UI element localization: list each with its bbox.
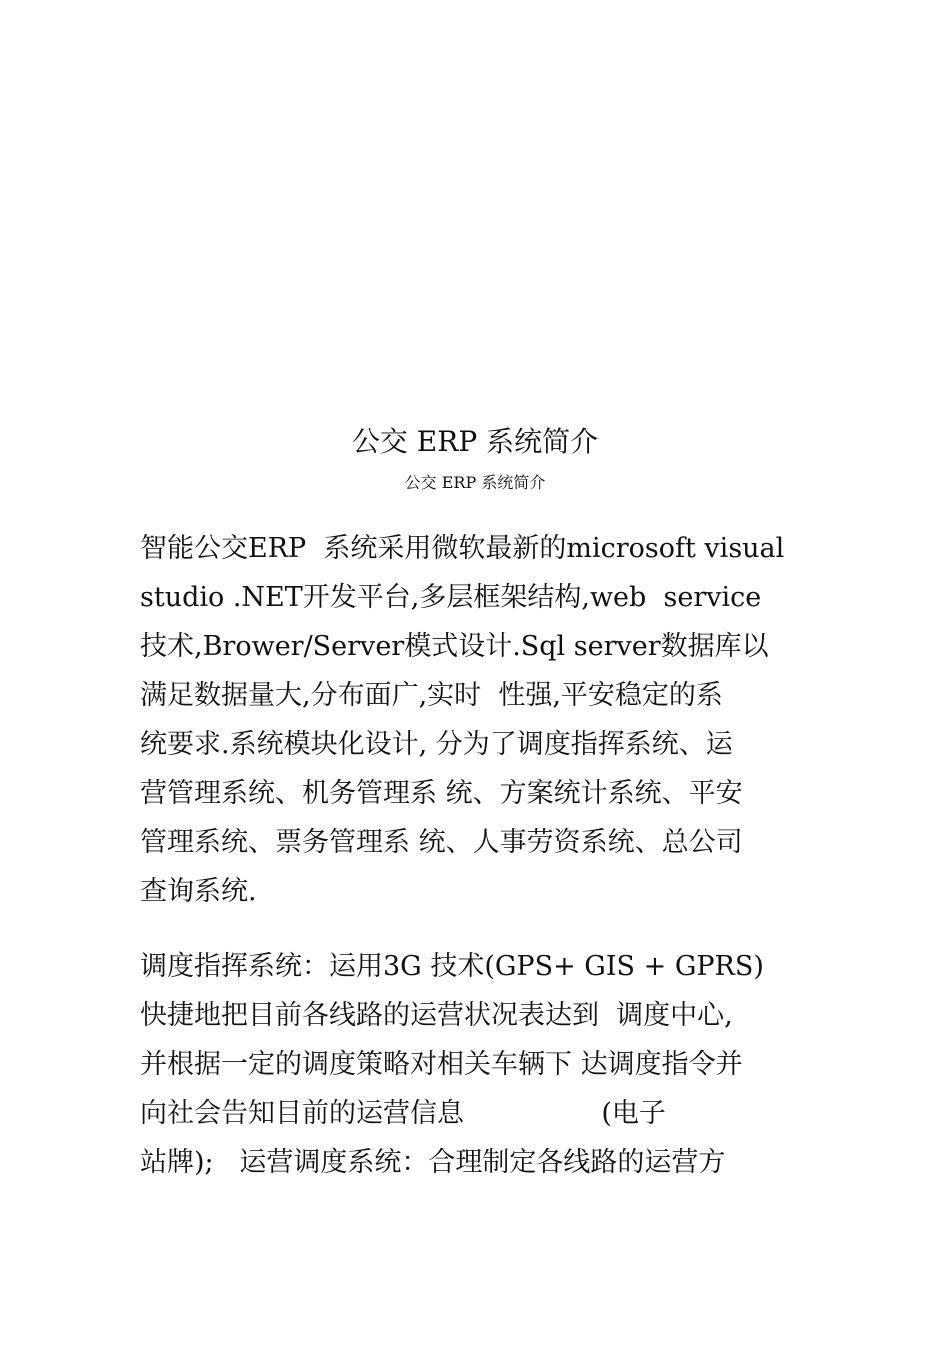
paragraph-line: 查询系统. bbox=[140, 876, 257, 907]
document-subtitle: 公交 ERP 系统简介 bbox=[404, 473, 546, 492]
paragraph-line: 快捷地把目前各线路的运营状况表达到 调度中心, bbox=[140, 1000, 733, 1031]
paragraph-line: 统要求.系统模块化设计, 分为了调度指挥系统、运 bbox=[140, 729, 733, 760]
paragraph-line: 站牌); 运营调度系统：合理制定各线路的运营方 bbox=[140, 1147, 726, 1178]
paragraph-line: 智能公交ERP 系统采用微软最新的microsoft visual bbox=[140, 533, 785, 564]
paragraph-line: 向社会告知目前的运营信息 (电子 bbox=[140, 1098, 666, 1129]
paragraph-line: 营管理系统、机务管理系 统、方案统计系统、平安 bbox=[140, 778, 743, 809]
paragraph-line: 并根据一定的调度策略对相关车辆下 达调度指令并 bbox=[140, 1049, 743, 1080]
paragraph-dispatch-system bbox=[140, 942, 860, 1187]
paragraph-line: 技术,Brower/Server模式设计.Sql server数据库以 bbox=[140, 631, 769, 662]
paragraph-line: 满足数据量大,分布面广,实时 性强,平安稳定的系 bbox=[140, 680, 723, 711]
document-title: 公交 ERP 系统简介 bbox=[351, 425, 599, 458]
paragraph-intro bbox=[140, 524, 860, 916]
paragraph-line: 管理系统、票务管理系 统、人事劳资系统、总公司 bbox=[140, 827, 743, 858]
paragraph-line: 调度指挥系统：运用3G 技术(GPS+ GIS + GPRS) bbox=[140, 951, 764, 982]
paragraph-line: studio .NET开发平台,多层框架结构,web service bbox=[140, 582, 762, 613]
